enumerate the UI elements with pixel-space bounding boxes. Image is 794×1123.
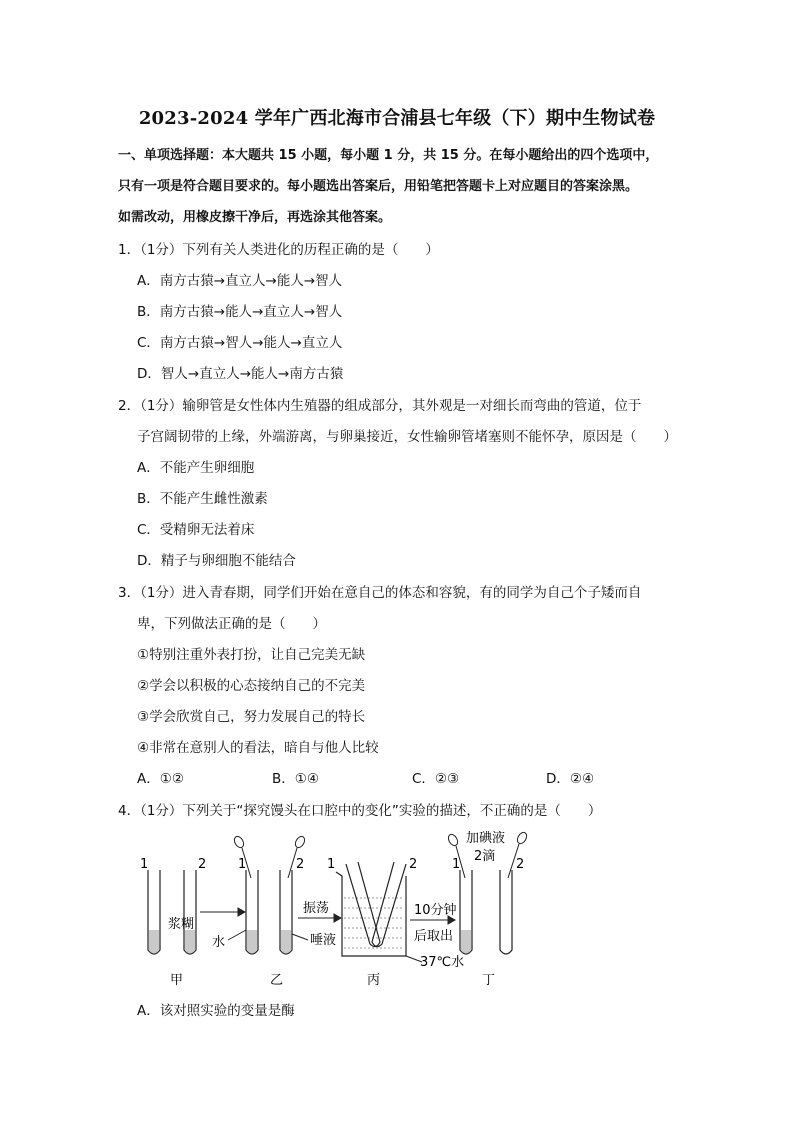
question-2-stem-line-1: 2．（1分）输卵管是女性体内生殖器的组成部分，其外观是一对细长而弯曲的管道，位于 [118, 398, 642, 414]
question-3-statement-1: ①特别注重外表打扮，让自己完美无缺 [137, 647, 366, 663]
label-temperature: 37℃水 [420, 955, 465, 970]
label-ding: 丁 [482, 973, 496, 988]
question-1-stem: 1．（1分）下列有关人类进化的历程正确的是（ ） [118, 242, 439, 258]
question-2-option-c[interactable]: C．受精卵无法着床 [137, 522, 255, 538]
question-3-stem-line-1: 3．（1分）进入青春期，同学们开始在意自己的体态和容貌，有的同学为自己个子矮而自 [118, 585, 642, 601]
question-3-option-d[interactable]: D．②④ [546, 771, 595, 787]
section-heading-line-1: 一、单项选择题：本大题共 15 小题，每小题 1 分，共 15 分。在每小题给出的四个选项中， [118, 148, 659, 163]
question-4-option-a[interactable]: A．该对照实验的变量是酶 [137, 1003, 295, 1019]
question-3-statement-4: ④非常在意别人的看法，暗自与他人比较 [137, 740, 379, 756]
question-3-option-c[interactable]: C．②③ [412, 771, 460, 787]
experiment-diagram [130, 828, 530, 990]
question-2-stem-line-2: 子宫阔韧带的上缘，外端游离，与卵巢接近，女性输卵管堵塞则不能怀孕，原因是（ ） [137, 429, 677, 445]
label-tube-1-ding: 1 [452, 857, 461, 872]
question-3-option-a[interactable]: A．①② [137, 771, 184, 787]
label-water: 水 [212, 935, 226, 950]
fill-ding [461, 930, 472, 954]
label-tube-2-ding: 2 [516, 857, 525, 872]
tilted-tubes-bing [346, 862, 406, 947]
label-tube-1-jia: 1 [140, 857, 149, 872]
label-jia: 甲 [170, 973, 184, 988]
question-3-stem-line-2: 卑，下列做法正确的是（ ） [137, 616, 326, 632]
label-iodine: 加碘液 [466, 831, 506, 846]
label-tube-1-bing: 1 [327, 857, 336, 872]
label-paste-1: 浆糊 [168, 917, 195, 932]
label-bing: 丙 [367, 973, 381, 988]
question-4-stem: 4．（1分）下列关于“探究馒头在口腔中的变化”实验的描述，不正确的是（ ） [118, 803, 602, 819]
beaker-water-bing [344, 898, 404, 948]
question-1-option-c[interactable]: C．南方古猿→智人→能人→直立人 [137, 335, 343, 351]
beaker-bing [336, 872, 406, 956]
arrow-jia-yi [200, 908, 245, 916]
label-shake: 振荡 [303, 901, 330, 916]
label-saliva: 唾液 [310, 933, 337, 948]
label-tube-2-bing: 2 [409, 857, 418, 872]
question-2-option-a[interactable]: A．不能产生卵细胞 [137, 460, 255, 476]
section-heading-line-3: 如需改动，用橡皮擦干净后，再选涂其他答案。 [118, 210, 392, 225]
question-3-option-b[interactable]: B．①④ [272, 771, 319, 787]
paste-fill-jia [149, 930, 196, 954]
label-tube-2-yi: 2 [296, 857, 305, 872]
question-1-option-b[interactable]: B．南方古猿→能人→直立人→智人 [137, 304, 343, 320]
question-1-option-a[interactable]: A．南方古猿→直立人→能人→智人 [137, 273, 343, 289]
label-two-drops: 2滴 [474, 849, 496, 864]
exam-title: 2023-2024 学年广西北海市合浦县七年级（下）期中生物试卷 [138, 108, 656, 129]
question-3-statement-3: ③学会欣赏自己，努力发展自己的特长 [137, 709, 366, 725]
label-tube-2-jia: 2 [198, 857, 207, 872]
section-heading-line-2: 只有一项是符合题目要求的。每小题选出答案后，用铅笔把答题卡上对应题目的答案涂黑。 [118, 179, 639, 194]
label-ten-minutes: 10分钟 [414, 903, 457, 918]
label-take-out: 后取出 [414, 929, 454, 944]
question-3-statement-2: ②学会以积极的心态接纳自己的不完美 [137, 678, 366, 694]
label-tube-1-yi: 1 [238, 857, 247, 872]
question-2-option-b[interactable]: B．不能产生雌性激素 [137, 491, 268, 507]
label-yi: 乙 [270, 973, 284, 988]
question-1-option-d[interactable]: D．智人→直立人→能人→南方古猿 [137, 366, 344, 382]
question-2-option-d[interactable]: D．精子与卵细胞不能结合 [137, 553, 296, 569]
paste-fill-yi [247, 930, 292, 954]
